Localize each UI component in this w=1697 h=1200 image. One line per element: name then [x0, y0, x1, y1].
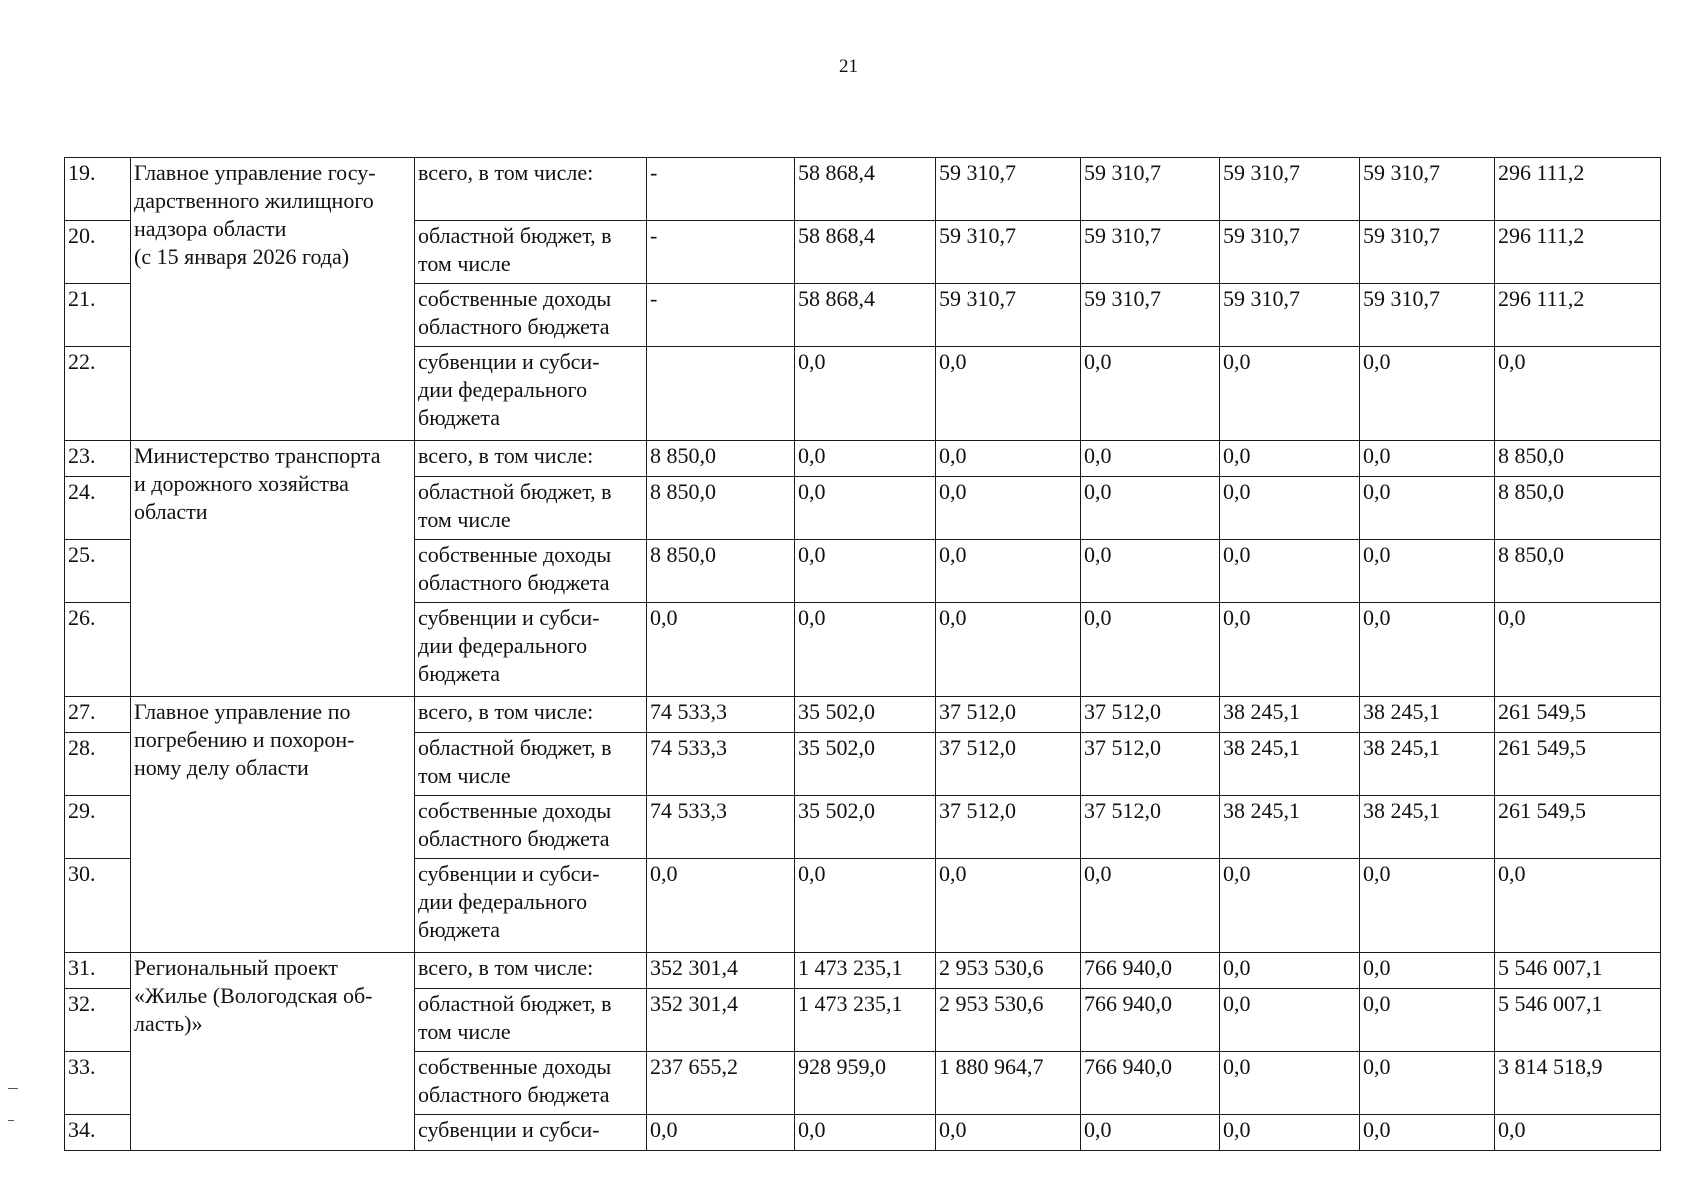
year-value: 59 310,7 [1081, 158, 1220, 221]
year-value [647, 347, 795, 441]
year-value: 0,0 [1360, 441, 1495, 477]
year-value: 928 959,0 [795, 1052, 936, 1115]
year-value: 38 245,1 [1220, 796, 1360, 859]
year-value: 8 850,0 [647, 477, 795, 540]
year-value: 0,0 [1360, 989, 1495, 1052]
year-value: 59 310,7 [936, 284, 1081, 347]
year-value: 0,0 [1360, 1052, 1495, 1115]
funding-source: субвенции и субси- [415, 1115, 647, 1151]
year-value: 0,0 [1360, 540, 1495, 603]
funding-source: всего, в том числе: [415, 441, 647, 477]
table-row [65, 441, 1661, 477]
row-number: 25. [65, 540, 131, 603]
year-value: 0,0 [1081, 1115, 1220, 1151]
row-number: 31. [65, 953, 131, 989]
table-body [65, 158, 1661, 1151]
funding-source: областной бюджет, в том числе [415, 477, 647, 540]
row-number: 24. [65, 477, 131, 540]
year-value: - [647, 158, 795, 221]
year-value: 237 655,2 [647, 1052, 795, 1115]
funding-source: собственные доходы областного бюджета [415, 1052, 647, 1115]
year-value: 0,0 [936, 1115, 1081, 1151]
total-value: 0,0 [1495, 1115, 1661, 1151]
year-value: 0,0 [1360, 477, 1495, 540]
organization-name: Министерство транспорта и дорожного хозяйства области [131, 441, 415, 697]
year-value: 0,0 [795, 1115, 936, 1151]
funding-source: областной бюджет, в том числе [415, 989, 647, 1052]
year-value: 0,0 [1360, 1115, 1495, 1151]
year-value: 74 533,3 [647, 796, 795, 859]
year-value: 74 533,3 [647, 733, 795, 796]
year-value: 766 940,0 [1081, 989, 1220, 1052]
year-value: 74 533,3 [647, 697, 795, 733]
year-value: 0,0 [1360, 347, 1495, 441]
year-value: 0,0 [1081, 603, 1220, 697]
funding-source: субвенции и субси- дии федерального бюджета [415, 603, 647, 697]
year-value: 0,0 [795, 477, 936, 540]
year-value: 37 512,0 [1081, 733, 1220, 796]
year-value: 59 310,7 [1360, 158, 1495, 221]
year-value: 0,0 [936, 347, 1081, 441]
year-value: 37 512,0 [936, 697, 1081, 733]
total-value: 0,0 [1495, 347, 1661, 441]
funding-source: субвенции и субси- дии федерального бюджета [415, 859, 647, 953]
year-value: 0,0 [1220, 989, 1360, 1052]
funding-source: всего, в том числе: [415, 697, 647, 733]
year-value: 59 310,7 [1220, 158, 1360, 221]
row-number: 26. [65, 603, 131, 697]
year-value: 38 245,1 [1360, 733, 1495, 796]
row-number: 33. [65, 1052, 131, 1115]
total-value: 8 850,0 [1495, 540, 1661, 603]
year-value: - [647, 221, 795, 284]
scan-artifact [8, 1088, 18, 1089]
total-value: 5 546 007,1 [1495, 989, 1661, 1052]
year-value: 58 868,4 [795, 284, 936, 347]
year-value: 0,0 [795, 540, 936, 603]
row-number: 23. [65, 441, 131, 477]
year-value: 0,0 [1220, 1052, 1360, 1115]
year-value: 0,0 [1081, 540, 1220, 603]
total-value: 5 546 007,1 [1495, 953, 1661, 989]
year-value: 0,0 [1360, 603, 1495, 697]
row-number: 30. [65, 859, 131, 953]
year-value: 59 310,7 [1081, 221, 1220, 284]
year-value: 0,0 [795, 859, 936, 953]
page-number: 21 [839, 56, 858, 77]
year-value: 0,0 [936, 603, 1081, 697]
year-value: 59 310,7 [1220, 221, 1360, 284]
year-value: 0,0 [936, 859, 1081, 953]
year-value: 59 310,7 [936, 221, 1081, 284]
organization-name: Региональный проект «Жилье (Вологодская об- ласть)» [131, 953, 415, 1151]
row-number: 21. [65, 284, 131, 347]
total-value: 261 549,5 [1495, 733, 1661, 796]
total-value: 8 850,0 [1495, 477, 1661, 540]
year-value: 0,0 [1220, 859, 1360, 953]
table-row [65, 697, 1661, 733]
total-value: 296 111,2 [1495, 221, 1661, 284]
year-value: 59 310,7 [1360, 284, 1495, 347]
year-value: 1 880 964,7 [936, 1052, 1081, 1115]
year-value: 2 953 530,6 [936, 989, 1081, 1052]
funding-source: субвенции и субси- дии федерального бюджета [415, 347, 647, 441]
total-value: 0,0 [1495, 859, 1661, 953]
scan-artifact [8, 1120, 14, 1121]
year-value: 59 310,7 [936, 158, 1081, 221]
year-value: 0,0 [1220, 347, 1360, 441]
year-value: 38 245,1 [1220, 733, 1360, 796]
funding-source: собственные доходы областного бюджета [415, 540, 647, 603]
year-value: 1 473 235,1 [795, 989, 936, 1052]
row-number: 22. [65, 347, 131, 441]
year-value: 0,0 [936, 540, 1081, 603]
year-value: 35 502,0 [795, 697, 936, 733]
total-value: 261 549,5 [1495, 796, 1661, 859]
year-value: 8 850,0 [647, 540, 795, 603]
row-number: 28. [65, 733, 131, 796]
year-value: - [647, 284, 795, 347]
year-value: 2 953 530,6 [936, 953, 1081, 989]
total-value: 0,0 [1495, 603, 1661, 697]
total-value: 8 850,0 [1495, 441, 1661, 477]
year-value: 0,0 [647, 603, 795, 697]
year-value: 0,0 [1081, 441, 1220, 477]
table-row [65, 953, 1661, 989]
year-value: 35 502,0 [795, 796, 936, 859]
year-value: 59 310,7 [1081, 284, 1220, 347]
funding-source: собственные доходы областного бюджета [415, 796, 647, 859]
year-value: 58 868,4 [795, 221, 936, 284]
year-value: 37 512,0 [936, 796, 1081, 859]
year-value: 37 512,0 [936, 733, 1081, 796]
year-value: 0,0 [1220, 441, 1360, 477]
year-value: 0,0 [1220, 603, 1360, 697]
year-value: 0,0 [795, 603, 936, 697]
total-value: 296 111,2 [1495, 284, 1661, 347]
year-value: 0,0 [1360, 953, 1495, 989]
year-value: 59 310,7 [1360, 221, 1495, 284]
year-value: 1 473 235,1 [795, 953, 936, 989]
year-value: 0,0 [1081, 477, 1220, 540]
year-value: 59 310,7 [1220, 284, 1360, 347]
year-value: 38 245,1 [1220, 697, 1360, 733]
organization-name: Главное управление госу- дарственного жилищного надзора области (с 15 января 2026 года) [131, 158, 415, 441]
total-value: 261 549,5 [1495, 697, 1661, 733]
year-value: 352 301,4 [647, 989, 795, 1052]
year-value: 0,0 [936, 441, 1081, 477]
row-number: 29. [65, 796, 131, 859]
year-value: 0,0 [1081, 859, 1220, 953]
funding-source: областной бюджет, в том числе [415, 221, 647, 284]
year-value: 58 868,4 [795, 158, 936, 221]
row-number: 19. [65, 158, 131, 221]
year-value: 0,0 [1220, 477, 1360, 540]
year-value: 766 940,0 [1081, 953, 1220, 989]
total-value: 3 814 518,9 [1495, 1052, 1661, 1115]
funding-source: всего, в том числе: [415, 158, 647, 221]
row-number: 27. [65, 697, 131, 733]
year-value: 0,0 [795, 441, 936, 477]
year-value: 0,0 [1220, 953, 1360, 989]
budget-table [64, 157, 1661, 1151]
year-value: 766 940,0 [1081, 1052, 1220, 1115]
funding-source: областной бюджет, в том числе [415, 733, 647, 796]
year-value: 0,0 [647, 859, 795, 953]
total-value: 296 111,2 [1495, 158, 1661, 221]
year-value: 352 301,4 [647, 953, 795, 989]
row-number: 34. [65, 1115, 131, 1151]
year-value: 0,0 [795, 347, 936, 441]
year-value: 38 245,1 [1360, 796, 1495, 859]
year-value: 38 245,1 [1360, 697, 1495, 733]
year-value: 0,0 [1220, 540, 1360, 603]
funding-source: собственные доходы областного бюджета [415, 284, 647, 347]
year-value: 0,0 [1220, 1115, 1360, 1151]
year-value: 0,0 [1081, 347, 1220, 441]
organization-name: Главное управление по погребению и похорон- ному делу области [131, 697, 415, 953]
year-value: 37 512,0 [1081, 697, 1220, 733]
year-value: 37 512,0 [1081, 796, 1220, 859]
year-value: 0,0 [936, 477, 1081, 540]
row-number: 32. [65, 989, 131, 1052]
year-value: 0,0 [647, 1115, 795, 1151]
year-value: 35 502,0 [795, 733, 936, 796]
year-value: 8 850,0 [647, 441, 795, 477]
year-value: 0,0 [1360, 859, 1495, 953]
row-number: 20. [65, 221, 131, 284]
funding-source: всего, в том числе: [415, 953, 647, 989]
table-row [65, 158, 1661, 221]
